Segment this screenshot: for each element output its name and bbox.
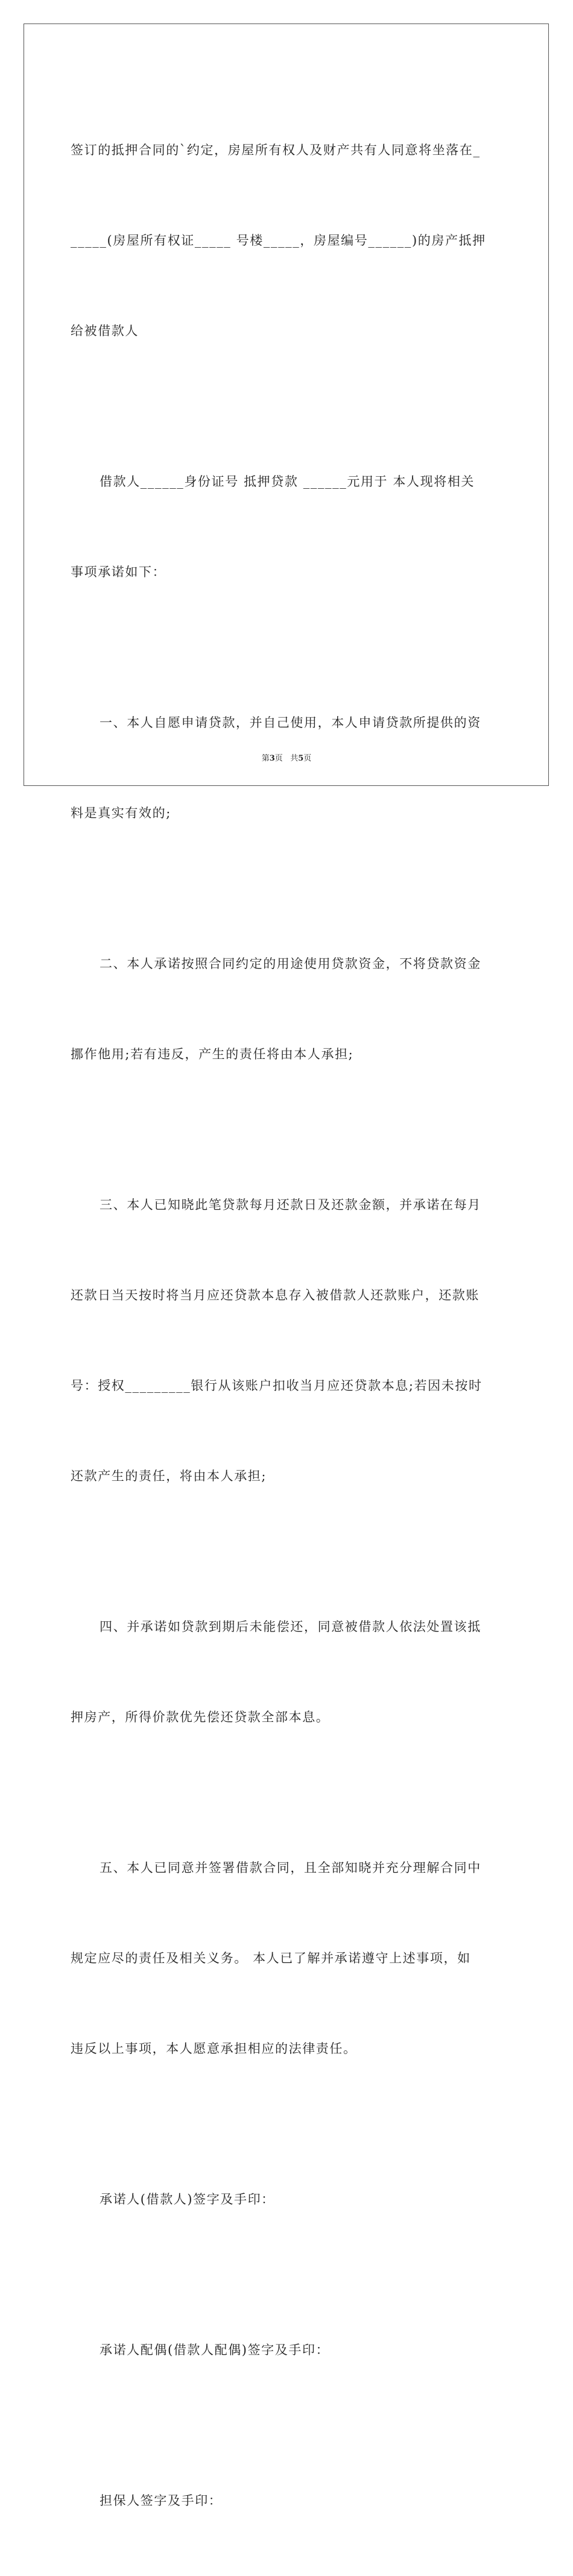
text-line: 借款人______身份证号 抵押贷款 ______元用于 本人现将相关 [100, 474, 475, 489]
page-prefix: 第 [261, 754, 270, 763]
text-line: 四、并承诺如贷款到期后未能偿还，同意被借款人依法处置该抵 [100, 1619, 481, 1634]
text-line: 五、本人已同意并签署借款合同，且全部知晓并充分理解合同中 [100, 1861, 481, 1875]
text-line: 挪作他用;若有违反，产生的责任将由本人承担; [71, 1047, 354, 1061]
paragraph-5 [71, 1551, 505, 1792]
text-line: 还款产生的责任，将由本人承担; [71, 1469, 267, 1483]
signature-guarantor [71, 2425, 505, 2576]
text-line: 二、本人承诺按照合同约定的用途使用贷款资金，不将贷款资金 [100, 957, 481, 971]
total-page-number: 5 [298, 754, 304, 763]
paragraph-3 [71, 888, 505, 1129]
text-line: 一、本人自愿申请贷款，并自己使用，本人申请贷款所提供的资 [100, 715, 481, 730]
paragraph-4 [71, 1129, 505, 1551]
text-line: 押房产，所得价款优先偿还贷款全部本息。 [71, 1710, 330, 1724]
text-line: 给被借款人 [71, 324, 139, 338]
signature-borrower [71, 2124, 505, 2275]
paragraph-2 [71, 647, 505, 888]
paragraph-1 [71, 406, 505, 647]
text-line: 违反以上事项，本人愿意承担相应的法律责任。 [71, 2041, 357, 2056]
text-line: 承诺人配偶(借款人配偶)签字及手印： [100, 2343, 330, 2357]
page-footer [0, 752, 573, 763]
text-line: 事项承诺如下： [71, 565, 166, 579]
text-line: 担保人签字及手印： [100, 2493, 223, 2508]
text-line: 三、本人已知晓此笔贷款每月还款日及还款金额，并承诺在每月 [100, 1198, 481, 1212]
current-page-number: 3 [269, 754, 275, 763]
text-line: 签订的抵押合同的`约定，房屋所有权人及财产共有人同意将坐落在_ [71, 143, 481, 157]
text-line: 规定应尽的责任及相关义务。 本人已了解并承诺遵守上述事项，如 [71, 1951, 471, 1965]
total-prefix: 共 [290, 754, 299, 763]
document-body [71, 75, 505, 2576]
text-line: 号：授权_________银行从该账户扣收当月应还贷款本息;若因未按时 [71, 1378, 483, 1393]
text-line: 还款日当天按时将当月应还贷款本息存入被借款人还款账户，还款账 [71, 1288, 480, 1302]
paragraph-0 [71, 75, 505, 406]
page-suffix: 页 [274, 754, 283, 763]
text-line: _____(房屋所有权证_____ 号楼_____，房屋编号______)的房产抵押 [71, 233, 486, 248]
text-line: 承诺人(借款人)签字及手印： [100, 2192, 275, 2207]
paragraph-6 [71, 1792, 505, 2124]
total-suffix: 页 [303, 754, 312, 763]
text-line: 料是真实有效的; [71, 806, 171, 820]
signature-spouse [71, 2275, 505, 2425]
